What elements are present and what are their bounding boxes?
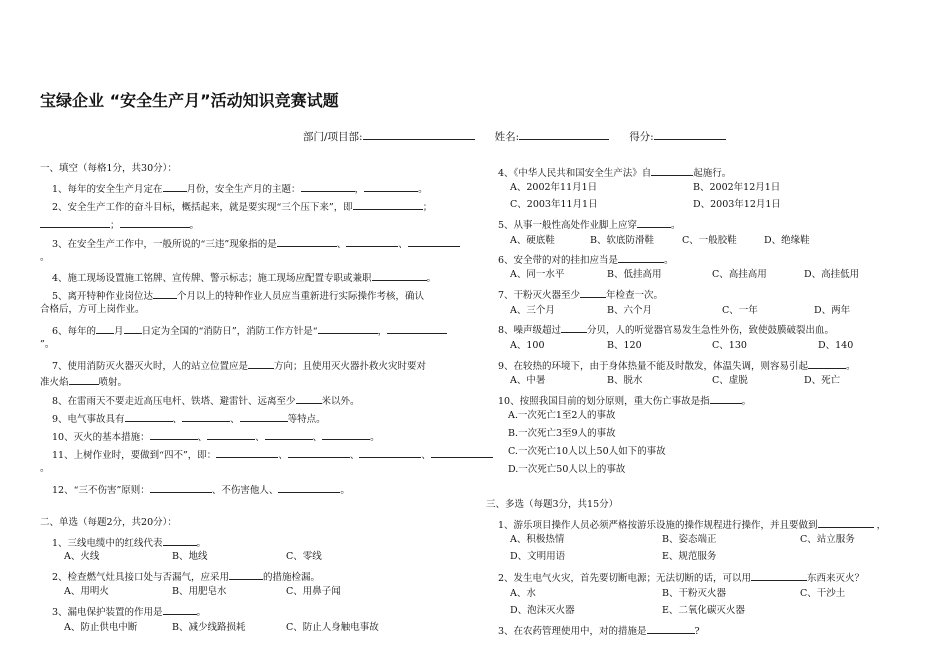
option[interactable]: A、防止供电中断 xyxy=(64,622,138,633)
single-q8: 8、噪声级超过 分贝，人的听觉器官易发生急性外伤，致使鼓膜破裂出血。 xyxy=(498,321,834,337)
option[interactable]: B、减少线路损耗 xyxy=(172,622,246,633)
single-q4: 4、《中华人民共和国安全生产法》自 起施行。 xyxy=(498,164,731,180)
fill-q12: 12、“三不伤害”原则： 、不伤害他人、 。 xyxy=(52,481,350,497)
option[interactable]: D、泡沫灭火器 xyxy=(510,605,575,616)
option[interactable]: E、规范服务 xyxy=(662,551,717,562)
multi-q2: 2、发生电气火灾，首先要切断电源；无法切断的话，可以用 东西来灭火？ xyxy=(498,569,864,585)
single-q9: 9、在较热的环境下，由于身体热量不能及时散发，体温失调，则容易引起 。 xyxy=(498,357,856,373)
fill-q1: 1、每年的安全生产月定在 月份，安全生产月的主题： ， 。 xyxy=(52,180,428,196)
option[interactable]: B、120 xyxy=(607,340,642,351)
score-field[interactable] xyxy=(654,128,726,140)
name-label: 姓名: xyxy=(494,131,520,143)
option[interactable]: C.一次死亡10人以上50人如下的事故 xyxy=(508,446,666,457)
option[interactable]: B、地线 xyxy=(172,551,208,562)
option[interactable]: B、干粉灭火器 xyxy=(662,588,726,599)
option[interactable]: C、干沙土 xyxy=(800,588,846,599)
fill-q2: 2、安全生产工作的奋斗目标，概括起来，就是要实现“三个压下来”，即 ； xyxy=(52,198,432,214)
fill-q5-cont: 合格后，方可上岗作业。 xyxy=(40,304,145,315)
fill-q2-cont: ； 。 xyxy=(40,216,199,232)
fill-q6-end: ”。 xyxy=(40,339,55,350)
option[interactable]: B、用肥皂水 xyxy=(172,586,227,597)
option[interactable]: A、用明火 xyxy=(64,586,109,597)
option[interactable]: C、一年 xyxy=(722,305,758,316)
option[interactable]: A、2002年11月1日 xyxy=(510,182,598,193)
option[interactable]: A、三个月 xyxy=(510,305,555,316)
option[interactable]: D、140 xyxy=(818,340,854,351)
dept-field[interactable] xyxy=(363,128,475,140)
section-multi-header: 三、多选（每题3分，共15分） xyxy=(486,499,619,510)
single-q2: 2、检查燃气灶具接口处与否漏气，应采用 的措施检漏。 xyxy=(52,568,320,584)
option[interactable]: D、两年 xyxy=(814,305,851,316)
option[interactable]: D、高挂低用 xyxy=(804,269,860,280)
score-label: 得分: xyxy=(629,131,654,143)
multi-q1: 1、游乐项目操作人员必须严格按游乐设施的操作规程进行操作，并且要做到 ， xyxy=(498,516,886,532)
page-title: 宝绿企业 “安全生产月”活动知识竞赛试题 xyxy=(40,91,339,110)
single-q1: 1、三线电缆中的红线代表 。 xyxy=(52,534,206,550)
option[interactable]: A、积极热情 xyxy=(510,534,565,545)
option[interactable]: D、死亡 xyxy=(804,375,841,386)
single-q6: 6、安全带的对的挂扣应当是 。 xyxy=(498,251,674,267)
name-field[interactable] xyxy=(519,128,609,140)
option[interactable]: A、火线 xyxy=(64,551,100,562)
multi-q3: 3、在农药管理使用中，对的措施是 ? xyxy=(498,622,700,638)
option[interactable]: B、低挂高用 xyxy=(607,269,662,280)
fill-q11: 11、上树作业时，要做到“四不”，即： 、 、 、 xyxy=(52,446,493,462)
option[interactable]: B、脱水 xyxy=(607,375,643,386)
option[interactable]: B、2002年12月1日 xyxy=(693,182,781,193)
option[interactable]: A、水 xyxy=(510,588,536,599)
fill-q3-end: 。 xyxy=(40,252,50,263)
option[interactable]: E、二氧化碳灭火器 xyxy=(662,605,745,616)
fill-q8: 8、在雷雨天不要走近高压电杆、铁塔、避雷针、远离至少 米以外。 xyxy=(52,392,360,408)
option[interactable]: D、2003年12月1日 xyxy=(693,199,781,210)
single-q3: 3、漏电保护装置的作用是 。 xyxy=(52,603,206,619)
fill-q7: 7、使用消防灭火器灭火时，人的站立位置应是 方向；且使用灭火器扑救火灾时要对 xyxy=(52,357,426,373)
option[interactable]: B、软底防滑鞋 xyxy=(590,235,654,246)
fill-q11-end: 。 xyxy=(40,463,50,474)
option[interactable]: C、一般胶鞋 xyxy=(682,235,737,246)
option[interactable]: C、用鼻子闻 xyxy=(286,586,341,597)
option[interactable]: B、姿态端正 xyxy=(662,534,717,545)
option[interactable]: C、虚脱 xyxy=(712,375,748,386)
dept-label: 部门/项目部: xyxy=(303,131,363,143)
option[interactable]: A.一次死亡1至2人的事故 xyxy=(508,410,616,421)
option[interactable]: A、中暑 xyxy=(510,375,546,386)
fill-q3: 3、在安全生产工作中，一般所说的“三违”现象指的是 、 、 xyxy=(52,235,460,251)
single-q10: 10、按照我国目前的划分原则，重大伤亡事故是指 。 xyxy=(498,392,751,408)
fill-q9: 9、电气事故具有 、 、 等特点。 xyxy=(52,410,326,426)
option[interactable]: C、2003年11月1日 xyxy=(510,199,598,210)
single-q7: 7、干粉灭火器至少 年检查一次。 xyxy=(498,286,663,302)
option[interactable]: C、防止人身触电事故 xyxy=(286,622,379,633)
fill-q5: 5、离开特种作业岗位达 个月以上的特种作业人员应当重新进行实际操作考核，确认 xyxy=(52,287,424,303)
option[interactable]: B.一次死亡3至9人的事故 xyxy=(508,428,616,439)
option[interactable]: C、站立服务 xyxy=(800,534,855,545)
fill-q10: 10、灭火的基本措施： 、 、 、 。 xyxy=(52,428,380,444)
option[interactable]: C、零线 xyxy=(286,551,322,562)
section-single-header: 二、单选（每题2分，共20分）： xyxy=(40,517,177,528)
option[interactable]: D.一次死亡50人以上的事故 xyxy=(508,464,626,475)
info-line xyxy=(303,128,726,144)
section-fill-header: 一、填空（每格1分，共30分）： xyxy=(40,163,177,174)
option[interactable]: B、六个月 xyxy=(607,305,652,316)
single-q5: 5、从事一般性高处作业脚上应穿 。 xyxy=(498,216,681,232)
option[interactable]: A、同一水平 xyxy=(510,269,565,280)
option[interactable]: D、文明用语 xyxy=(510,551,566,562)
fill-q7-cont: 准火焰 喷射。 xyxy=(40,373,127,389)
option[interactable]: C、130 xyxy=(712,340,747,351)
option[interactable]: A、100 xyxy=(510,340,545,351)
fill-q4: 4、施工现场设置施工铭牌、宣传牌、警示标志；施工现场应配置专职或兼职 。 xyxy=(52,269,436,285)
fill-q6: 6、每年的 月 日定为全国的“消防日”，消防工作方针是“ ， xyxy=(52,322,447,338)
option[interactable]: D、绝缘鞋 xyxy=(764,235,810,246)
option[interactable]: C、高挂高用 xyxy=(712,269,767,280)
option[interactable]: A、硬底鞋 xyxy=(510,235,555,246)
